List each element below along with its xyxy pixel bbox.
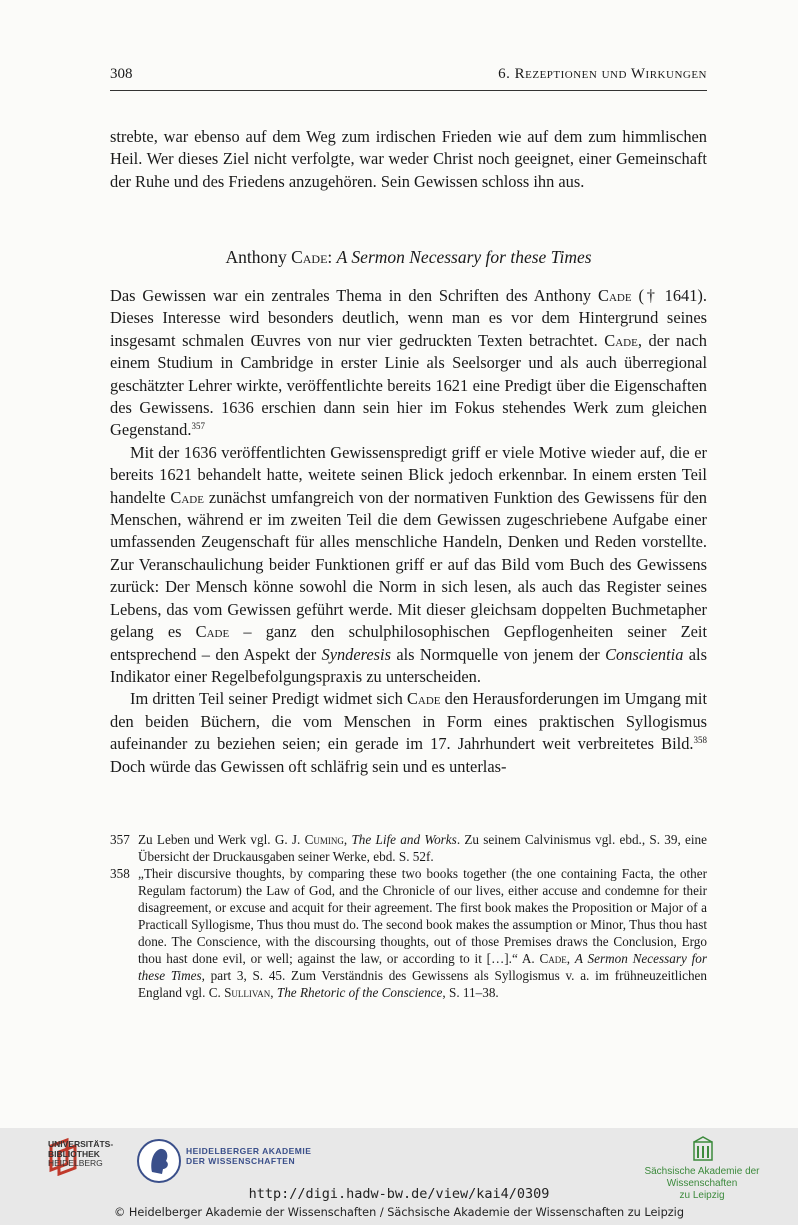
p1-text-2: († 1641). Dieses Interesse wird besonders deutlich, wenn man es vor dem Hintergrund seines insgesamt schmalen Œuvres von nur vier gedruckten Texten betrachtet. [110, 286, 707, 350]
fn358-name-1: Cade [539, 951, 567, 966]
fn357-title: The Life and Works [351, 832, 457, 847]
paragraph-0: strebte, war ebenso auf dem Weg zum irdischen Frieden wie auf dem zum himmlischen Heil. Wer dieses Ziel nicht verfolgte, war weder Christ noch geeignet, einer Gemeinschaft der Ruhe und des Friedens anzugehören. Sein Gewissen schloss ihn aus. [110, 127, 707, 191]
hadw-logo-icon[interactable] [136, 1138, 182, 1184]
hadw-line-2: DER WISSENSCHAFTEN [186, 1156, 296, 1166]
paragraph-continued [110, 126, 707, 193]
p3-text-2: den Herausforderungen im Umgang mit den beiden Büchern, die vom Menschen in Form eines praktischen Syllogismus aufeinander zu beziehen seien; ein gerade im 17. Jahrhundert weit verbreitetes Bild. [110, 689, 707, 754]
p2-text-5: als Indikator einer Regelbefolgungspraxis zu unterscheiden. [110, 644, 707, 686]
copyright-notice: © Heidelberger Akademie der Wissenschaften / Sächsische Akademie der Wissenschaften zu Leipzig [114, 1206, 684, 1219]
p3-name-1: Cade [406, 689, 441, 709]
fn357-text-2: , [343, 832, 352, 847]
fn357-text-3: . Zu seinem Calvinismus vgl. ebd., S. 39, eine Übersicht der Druckausgaben seiner Werke, ebd. S. 52f. [138, 832, 708, 864]
footnote-357 [110, 831, 707, 865]
section-heading [110, 247, 707, 268]
p1-name-2: Cade [604, 330, 638, 350]
footnote-number: 358 [110, 866, 130, 881]
fn358-text-1: „Their discursive thoughts, by comparing these two books together (the one containing Facta, the other Regulam factorum) the Law of God, and the Chronicle of our lives, either accuse and condemne for their disagreement, or excuse and acquit for their agreement. The first book makes the Proposition or Major of a Practicall Syllogisme, Thus thou must do. The second book makes the assumption or Minor, Thus thou hast done. The Conscience, with the discoursing thoughts, out of those Premises draws the Conclusion, Ergo thou hast done evil, or well; against the law, or according to it […].“ A. [138, 866, 707, 966]
running-header [110, 64, 707, 91]
fn357-name: Cuming [304, 832, 344, 847]
fn358-text-4: , [270, 985, 277, 1000]
hadw-label [186, 1146, 311, 1166]
p2-name-2: Cade [195, 622, 230, 642]
p1-name-1: Cade [598, 286, 632, 305]
paragraph-2 [110, 442, 707, 688]
heading-author-last: Cade [291, 247, 328, 267]
p2-text-3: – ganz den schulphilosophischen Gepflogenheiten seiner Zeit entsprechend – den Aspekt der [110, 622, 708, 664]
p2-text-4: als Normquelle von jenem der [391, 644, 606, 664]
heading-colon: : [327, 247, 337, 267]
p2-name-1: Cade [170, 487, 204, 507]
footnote-ref-358[interactable]: 358 [693, 735, 707, 746]
heading-work-title: A Sermon Necessary for these Times [336, 247, 592, 267]
heading-author-first: Anthony [225, 247, 292, 267]
footnote-ref-357[interactable]: 357 [191, 421, 205, 432]
saw-building-icon[interactable] [692, 1136, 714, 1162]
footnote-358 [110, 865, 707, 1001]
p1-text-3: , der nach einem Studium in Cambridge in erster Linie als Seelsorger und als auch überregional geschätzter Lehrer wirkte, veröffentlichte bereits 1621 eine Predigt über die Eigenschaften des Gewissens. 1636 erschien dann sein hier im Fokus stehendes Werk zum gleichen Gegenstand. [110, 330, 707, 440]
chapter-title: 6. Rezeptionen und Wirkungen [498, 66, 707, 82]
ub-line-3: HEIDELBERG [48, 1158, 103, 1168]
fn358-text-5: , S. 11–38. [442, 985, 499, 1000]
ub-line-2: BIBLIOTHEK [48, 1148, 100, 1159]
fn358-text-3: , part 3, S. 45. Zum Verständnis des Gewissens als Syllogismus v. a. im frühneuzeitlichen England vgl. C. [138, 968, 707, 1000]
p1-text-1: Das Gewissen war ein zentrales Thema in den Schriften des Anthony [110, 286, 599, 305]
p3-text-3: Doch würde das Gewissen oft schläfrig sein und es unterlas- [110, 756, 507, 776]
page-number: 308 [110, 66, 133, 82]
paragraph-3 [110, 688, 707, 778]
saw-line-2: zu Leipzig [679, 1190, 725, 1201]
ub-line-1: UNIVERSITÄTS- [48, 1139, 114, 1149]
p2-text-1: Mit der 1636 veröffentlichten Gewissenspredigt griff er viele Motive wieder auf, die er bereits 1621 behandelt hatte, weitete seinen Blick jedoch erkennbar. In einem ersten Teil handelte [110, 442, 707, 507]
saw-line-1: Sächsische Akademie der Wissenschaften [644, 1166, 760, 1189]
fn358-name-2: Sullivan [224, 985, 271, 1000]
p3-text-1: Im dritten Teil seiner Predigt widmet sich [130, 689, 407, 709]
permalink-url[interactable]: http://digi.hadw-bw.de/view/kai4/0309 [248, 1186, 550, 1202]
p2-italic-synderesis: Synderesis [321, 644, 391, 664]
main-text [110, 285, 707, 778]
fn357-text-1: Zu Leben und Werk vgl. G. J. [138, 832, 305, 847]
footnotes [110, 831, 707, 1001]
fn358-title-2: The Rhetoric of the Conscience [276, 985, 443, 1000]
fn358-title-1: A Sermon Necessary for these Times [138, 951, 708, 983]
p2-italic-conscientia: Conscientia [605, 644, 684, 664]
digitization-footer [0, 1128, 798, 1225]
paragraph-1 [110, 285, 707, 442]
hadw-line-1: HEIDELBERGER AKADEMIE [186, 1146, 312, 1156]
fn358-text-2: , [566, 951, 575, 966]
ub-heidelberg-label [48, 1140, 113, 1169]
footnote-number: 357 [110, 832, 130, 847]
p2-text-2: zunächst umfangreich von der normativen Funktion des Gewissens für den Menschen, während er im zweiten Teil die dem Gewissen zugeschriebene Aufgabe einer umfassenden Zeugenschaft für alles menschliche Handeln, Denken und Reden vorstellte. Zur Veranschaulichung beider Funktionen griff er auf das Bild vom Buch des Gewissens zurück: Der Mensch könne sowohl die Norm in sich lesen, als auch das Register seines Lebens, das vom Gewissen geführt werde. Mit dieser gleichsam doppelten Buchmetapher gelang es [110, 487, 707, 642]
